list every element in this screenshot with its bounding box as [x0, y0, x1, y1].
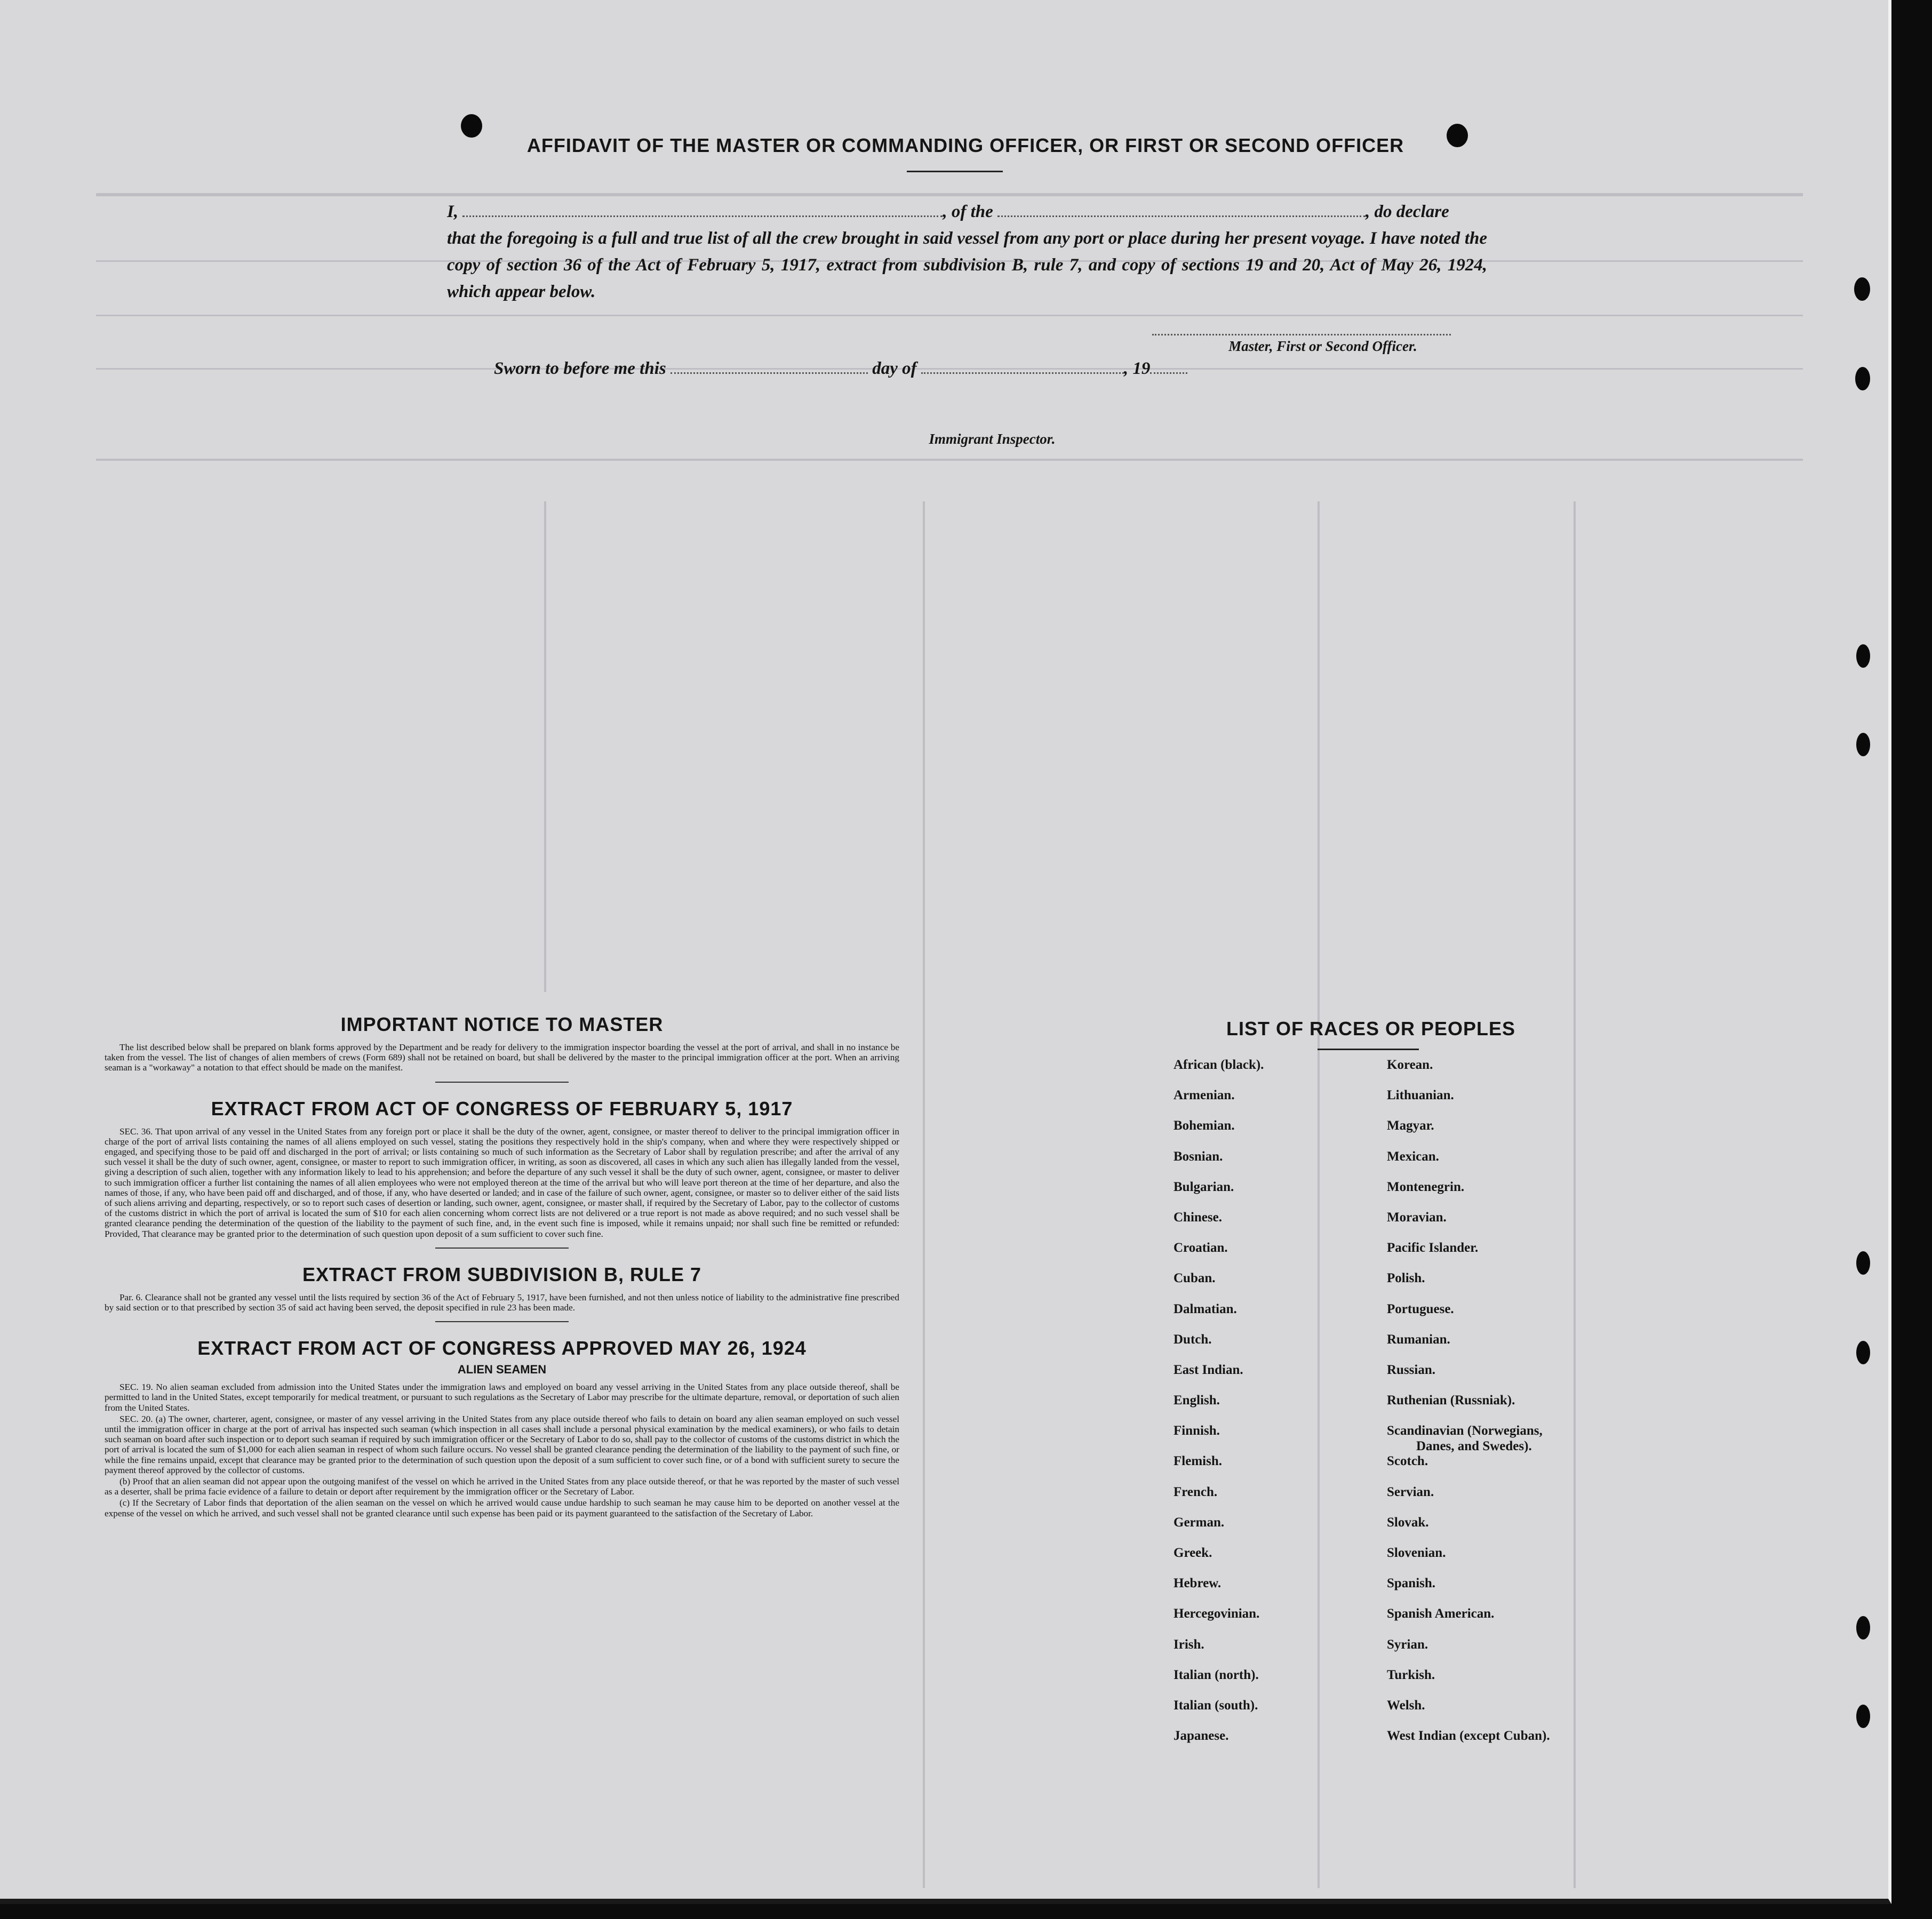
race-item: Cuban.: [1173, 1271, 1216, 1286]
sworn-line: [494, 358, 1241, 379]
affidavit-of-the: , of the: [943, 202, 993, 221]
race-item: Bosnian.: [1173, 1149, 1223, 1164]
race-item: Mexican.: [1387, 1149, 1439, 1164]
punch-hole: [461, 114, 482, 138]
race-item: Pacific Islander.: [1387, 1241, 1479, 1256]
punch-hole: [1856, 1341, 1870, 1364]
race-item: English.: [1173, 1393, 1220, 1408]
race-item: Ruthenian (Russniak).: [1387, 1393, 1515, 1408]
race-item: Italian (south).: [1173, 1698, 1258, 1713]
punch-hole: [1855, 367, 1870, 390]
punch-hole: [1856, 1616, 1870, 1640]
extract-1917-title: EXTRACT FROM ACT OF CONGRESS OF FEBRUARY 5, 1917: [211, 1097, 793, 1120]
notice-text: The list described below shall be prepared on blank forms approved by the Department and be ready for delivery to the immigration inspector boarding the vessel at the port of arrival, and shall in no instance be taken from the vessel. The list of changes of alien members of crews (Form 689) shall not be retained on board, but shall be delivered by the master to the principal immigration officer at the port. When an arriving seaman is a "workaway" a notation to that effect should be made on the manifest.: [105, 1042, 899, 1073]
signature-label: Master, First or Second Officer.: [1228, 338, 1417, 354]
race-item: Korean.: [1387, 1058, 1433, 1072]
sec20a-text: SEC. 20. (a) The owner, charterer, agent, consignee, or master of any vessel arriving in the United States from any place outside thereof who fails to detain on board any alien seaman employed on such vessel until the immigration officer in charge at the port of arrival has inspected such seaman (which inspection in all cases shall include a personal physical examination by the medical examiners), or who fails to detain such seaman on board after such inspection or to deport such seaman if required by such immigration officer or the Secretary of Labor to do so, shall pay to the collector of customs of the customs district in which the port of arrival is located the sum of $1,000 for each alien seaman in respect of whom such failure occurs. No vessel shall be granted clearance pending the determination of the liability to the payment of such fine, or while the fine remains unpaid, except that clearance may be granted prior to the determination of such question upon the deposit of a sum sufficient to cover such fine, or of a bond with sufficient surety to secure the payment thereof approved by the collector of customs.: [105, 1413, 899, 1475]
affidavit-i: I,: [447, 202, 459, 221]
race-item: Slovak.: [1387, 1515, 1429, 1530]
punch-hole: [1856, 1705, 1870, 1728]
race-item: Chinese.: [1173, 1210, 1222, 1225]
affidavit-text: [447, 198, 1487, 305]
sec20b-text: (b) Proof that an alien seaman did not appear upon the outgoing manifest of the vessel on which he arrived in the United States from any place outside thereof, or that he was reported by the master of such vessel as a deserter, shall be prima facie evidence of a failure to detain or deport after requirement by the immigration officer or the Secretary of Labor.: [105, 1476, 899, 1497]
extract-1924-title: EXTRACT FROM ACT OF CONGRESS APPROVED MAY 26, 1924: [197, 1337, 807, 1360]
race-item: Greek.: [1173, 1546, 1212, 1560]
extract-rule7-text: Par. 6. Clearance shall not be granted any vessel until the lists required by section 36 of the Act of February 5, 1917, have been furnished, and not then unless notice of liability to the administrative fine prescribed by said section or to that prescribed by section 35 of said act having been served, the deposit specified in rule 23 has been made.: [105, 1292, 899, 1313]
inspector-label: Immigrant Inspector.: [929, 431, 1056, 447]
vessel-blank[interactable]: [997, 202, 1366, 217]
bleed-through-line: [96, 459, 1803, 461]
sworn-day-blank[interactable]: [670, 358, 868, 374]
races-left-column: [1173, 1057, 1376, 1758]
bleed-through-line: [96, 193, 1803, 196]
race-item: Japanese.: [1173, 1729, 1229, 1744]
race-item: Slovenian.: [1387, 1546, 1446, 1560]
race-item: Armenian.: [1173, 1088, 1235, 1103]
race-item: Moravian.: [1387, 1210, 1447, 1225]
races-title: LIST OF RACES OR PEOPLES: [1226, 1018, 1516, 1040]
race-item: French.: [1173, 1484, 1218, 1499]
race-item: East Indian.: [1173, 1362, 1243, 1377]
bleed-through-line: [544, 501, 546, 992]
race-item: Polish.: [1387, 1271, 1425, 1286]
title-rule: [1318, 1049, 1419, 1050]
extract-rule7-title: EXTRACT FROM SUBDIVISION B, RULE 7: [302, 1263, 702, 1285]
race-item: Finnish.: [1173, 1424, 1220, 1438]
punch-hole: [1856, 733, 1870, 756]
race-item: African (black).: [1173, 1058, 1264, 1072]
punch-hole: [1854, 277, 1870, 301]
race-item: Scandinavian (Norwegians,: [1387, 1424, 1543, 1438]
race-item: Scotch.: [1387, 1454, 1428, 1469]
legal-notices: [105, 1013, 899, 1520]
sworn-month-blank[interactable]: [921, 358, 1124, 374]
sworn-prefix: Sworn to before me this: [494, 359, 666, 378]
separator: [435, 1321, 569, 1322]
race-item: Bulgarian.: [1173, 1179, 1234, 1194]
race-item: Syrian.: [1387, 1637, 1428, 1652]
race-item: Dalmatian.: [1173, 1301, 1237, 1316]
sworn-year-blank[interactable]: [1150, 358, 1187, 374]
race-item: Spanish.: [1387, 1576, 1436, 1591]
title-rule: [907, 171, 1003, 172]
race-item: German.: [1173, 1515, 1225, 1530]
race-item: Turkish.: [1387, 1667, 1435, 1682]
affidavit-do-declare: , do declare: [1366, 202, 1449, 221]
race-item: Rumanian.: [1387, 1332, 1450, 1347]
race-item: Italian (north).: [1173, 1667, 1259, 1682]
sec20c-text: (c) If the Secretary of Labor finds that deportation of the alien seaman on the vessel on which he arrived would cause undue hardship to such seaman he may cause him to be deported on another vessel at the expense of the vessel on which he arrived, and such vessel shall not be granted clearance until such expense has been paid or its payment guaranteed to the satisfaction of the Secretary of Labor.: [105, 1498, 899, 1518]
race-item: Danes, and Swedes).: [1416, 1438, 1532, 1453]
race-item: Spanish American.: [1387, 1606, 1495, 1621]
notice-title: IMPORTANT NOTICE TO MASTER: [340, 1013, 664, 1035]
punch-hole: [1447, 124, 1468, 147]
extract-1924-subtitle: ALIEN SEAMEN: [457, 1363, 547, 1377]
separator: [435, 1082, 569, 1083]
separator: [435, 1248, 569, 1249]
race-item: Portuguese.: [1387, 1301, 1454, 1316]
affidavit-body: that the foregoing is a full and true list of all the crew brought in said vessel from any port or place during her present voyage. I have noted the copy of section 36 of the Act of February 5, 1917, extract from subdivision B, rule 7, and copy of sections 19 and 20, Act of May 26, 1924, which appear below.: [447, 229, 1487, 301]
race-item: Bohemian.: [1173, 1118, 1235, 1133]
affidavit-title: AFFIDAVIT OF THE MASTER OR COMMANDING OFFICER, OR FIRST OR SECOND OFFICER: [526, 134, 1404, 156]
race-item: Servian.: [1387, 1484, 1434, 1499]
races-right-column: [1387, 1057, 1622, 1758]
bleed-through-line: [923, 501, 925, 1888]
race-item: Lithuanian.: [1387, 1088, 1454, 1103]
race-item: Hebrew.: [1173, 1576, 1222, 1591]
race-item: West Indian (except Cuban).: [1387, 1729, 1550, 1744]
sworn-day-of: day of: [872, 359, 917, 378]
punch-hole: [1856, 1251, 1870, 1275]
race-item: Montenegrin.: [1387, 1179, 1465, 1194]
race-item: Hercegovinian.: [1173, 1606, 1260, 1621]
extract-1917-text: SEC. 36. That upon arrival of any vessel in the United States from any foreign port or place it shall be the duty of the owner, agent, consignee, or master thereof to deliver to the principal immigration officer in charge of the port of arrival lists containing the names of all aliens employed on such vessel, stating the positions they respectively hold in the ship's company, when and where they were respectively shipped or engaged, and specifying those to be paid off and discharged in the port of arrival; or lists containing so much of such information as the Secretary of Labor shall by regulation prescribe; and after the arrival of any such vessel it shall be the duty of such owner, agent, consignee, or master to report to such immigration officer, in writing, as soon as discovered, all cases in which any such alien has illegally landed from the vessel, giving a description of such alien, together with any information likely to lead to his apprehension; and before the departure of any such vessel it shall be the duty of such owner, agent, consignee, or master to deliver to such immigration officer a further list containing the names of all alien employees who were not employed thereon at the time of the arrival but who will leave port thereon at the time of her departure, and also the names of those, if any, who have been paid off and discharged, and of those, if any, who have deserted or landed; and in case of the failure of such owner, agent, consignee, or master so to deliver either of the said lists of such aliens arriving and departing, respectively, or so to report such cases of desertion or landing, such owner, agent, consignee, or master shall, if required by the Secretary of Labor, pay to the collector of customs of the customs district in which the port of arrival is located the sum of $10 for each alien concerning whom correct lists are not delivered or a true report is not made as above required; and no such vessel shall be granted clearance pending the determination of the question of the liability to the payment of such fine, and, in the event such fine is imposed, while it remains unpaid; nor shall such fine be remitted or refunded: Provided, That clearance may be granted prior to the determination of such question upon deposit of a sum sufficient to cover such fine.: [105, 1126, 899, 1239]
race-item: Dutch.: [1173, 1332, 1212, 1347]
race-item: Russian.: [1387, 1362, 1436, 1377]
name-blank[interactable]: [462, 202, 943, 217]
race-item: Welsh.: [1387, 1698, 1425, 1713]
race-item: Irish.: [1173, 1637, 1204, 1652]
bleed-through-line: [96, 315, 1803, 316]
race-item: Flemish.: [1173, 1454, 1222, 1469]
signature-line[interactable]: [1152, 334, 1451, 335]
sworn-year: , 19: [1123, 359, 1151, 378]
race-item: Magyar.: [1387, 1118, 1434, 1133]
punch-hole: [1856, 644, 1870, 668]
race-item: Croatian.: [1173, 1241, 1228, 1256]
sec19-text: SEC. 19. No alien seaman excluded from admission into the United States under the immigration laws and employed on board any vessel arriving in the United States from any place outside thereof, shall be permitted to land in the United States, except temporarily for medical treatment, or pursuant to such regulations as the Secretary of Labor may prescribe for the ultimate departure, removal, or deportation of such alien from the United States.: [105, 1382, 899, 1413]
